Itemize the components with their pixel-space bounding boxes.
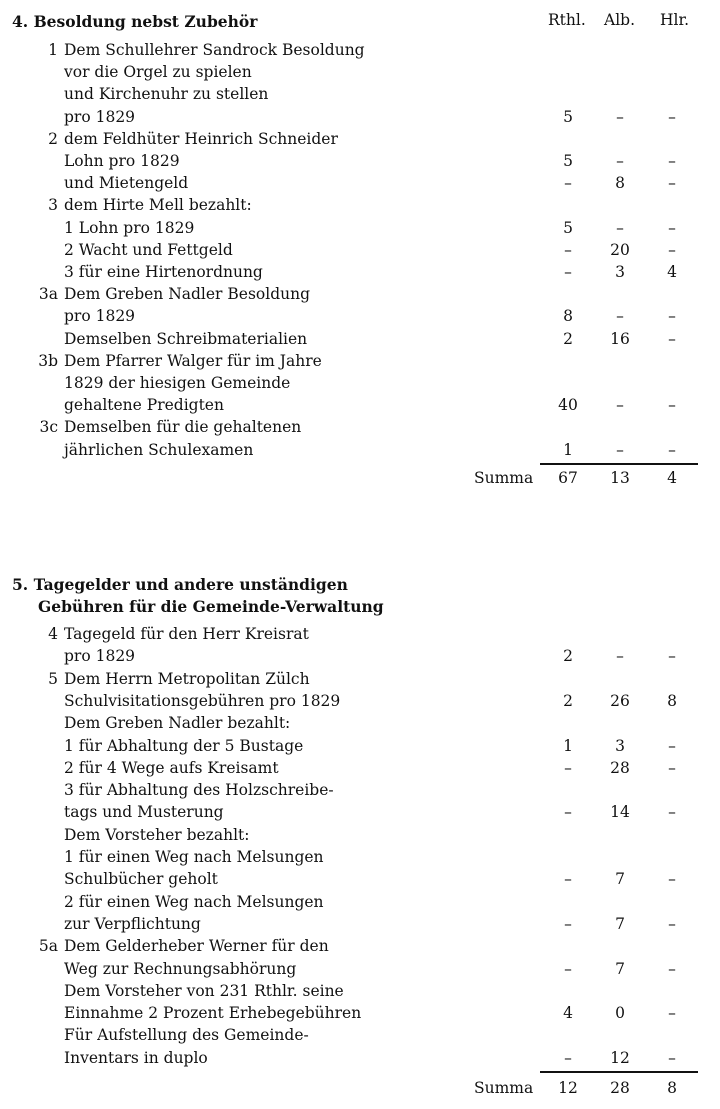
item-text: 3 für Abhaltung des Holzschreibe- xyxy=(64,781,334,800)
value-hlr: – xyxy=(668,803,676,822)
value-rthl: 5 xyxy=(563,218,573,237)
summa-alb: 13 xyxy=(610,468,630,487)
value-rthl: 4 xyxy=(563,1004,573,1023)
value-rthl: – xyxy=(564,803,572,822)
item-text: 2 für 4 Wege aufs Kreisamt xyxy=(64,758,279,777)
value-rthl: 1 xyxy=(563,440,573,459)
item-text: jährlichen Schulexamen xyxy=(64,440,254,459)
value-hlr: – xyxy=(668,870,676,889)
item-text: Dem Greben Nadler Besoldung xyxy=(64,285,311,304)
item-number: 1 xyxy=(48,41,58,59)
summa-alb: 28 xyxy=(610,1079,630,1097)
item-text: Weg zur Rechnungsabhörung xyxy=(64,959,297,978)
item-text: Tagegeld für den Herr Kreisrat xyxy=(64,625,309,643)
value-alb: 28 xyxy=(610,758,630,777)
item-number: 3 xyxy=(48,196,58,215)
value-rthl: – xyxy=(564,914,572,933)
item-text: 1 für Abhaltung der 5 Bustage xyxy=(64,736,304,755)
item-text: 3 für eine Hirtenordnung xyxy=(64,263,263,281)
value-hlr: – xyxy=(668,959,676,978)
item-text: Demselben für die gehaltenen xyxy=(64,418,302,437)
section-5-title-line-1: 5. Tagegelder und andere unständigen xyxy=(12,575,348,594)
sum-rule xyxy=(540,463,698,465)
item-number: 3c xyxy=(39,418,58,437)
item-text: Dem Gelderheber Werner für den xyxy=(64,937,329,956)
value-rthl: 8 xyxy=(563,307,573,326)
item-text: vor die Orgel zu spielen xyxy=(64,63,252,82)
value-alb: – xyxy=(616,440,624,459)
section-4-title: 4. Besoldung nebst Zubehör xyxy=(12,12,258,31)
value-alb: 7 xyxy=(615,870,625,889)
value-rthl: 1 xyxy=(563,736,573,755)
value-alb: – xyxy=(616,647,624,666)
item-text: Schulvisitationsgebühren pro 1829 xyxy=(64,691,341,710)
item-text: pro 1829 xyxy=(64,307,136,326)
value-rthl: – xyxy=(564,1048,572,1067)
item-number: 4 xyxy=(48,625,58,643)
item-text: gehaltene Predigten xyxy=(64,396,224,415)
item-text: 2 für einen Weg nach Melsungen xyxy=(64,892,324,911)
value-alb: 12 xyxy=(610,1048,630,1067)
value-rthl: – xyxy=(564,870,572,889)
item-text: dem Feldhüter Heinrich Schneider xyxy=(64,129,338,148)
value-rthl: – xyxy=(564,263,572,281)
item-text: und Kirchenuhr zu stellen xyxy=(64,85,269,104)
item-text: Dem Greben Nadler bezahlt: xyxy=(64,714,291,733)
value-hlr: – xyxy=(668,440,676,459)
summa-label: Summa xyxy=(474,1079,534,1097)
value-alb: – xyxy=(616,218,624,237)
item-text: Dem Vorsteher bezahlt: xyxy=(64,825,250,844)
value-hlr: – xyxy=(668,307,676,326)
value-hlr: 8 xyxy=(667,691,677,710)
value-alb: 0 xyxy=(615,1004,625,1023)
value-hlr: – xyxy=(668,240,676,259)
value-hlr: – xyxy=(668,329,676,348)
item-text: 2 Wacht und Fettgeld xyxy=(64,240,233,259)
item-text: 1 für einen Weg nach Melsungen xyxy=(64,848,324,866)
summa-hlr: 8 xyxy=(667,1079,677,1097)
column-header-rthl: Rthl. xyxy=(548,11,586,29)
item-text: Lohn pro 1829 xyxy=(64,152,180,170)
value-rthl: 5 xyxy=(563,152,573,170)
value-hlr: – xyxy=(668,218,676,237)
value-alb: – xyxy=(616,396,624,415)
item-text: Inventars in duplo xyxy=(64,1048,208,1067)
value-alb: 3 xyxy=(615,736,625,755)
value-rthl: 2 xyxy=(563,329,573,348)
value-alb: 20 xyxy=(610,240,630,259)
item-number: 2 xyxy=(48,129,58,148)
item-text: und Mietengeld xyxy=(64,174,189,193)
value-alb: 7 xyxy=(615,959,625,978)
value-hlr: – xyxy=(668,647,676,666)
value-hlr: – xyxy=(668,1004,676,1023)
value-rthl: 40 xyxy=(558,396,578,415)
value-hlr: – xyxy=(668,152,676,170)
summa-rthl: 67 xyxy=(558,468,578,487)
sum-rule xyxy=(540,1071,698,1073)
item-number: 5a xyxy=(38,937,58,956)
value-rthl: 2 xyxy=(563,691,573,710)
item-text: pro 1829 xyxy=(64,647,136,666)
value-rthl: 2 xyxy=(563,647,573,666)
value-hlr: – xyxy=(668,758,676,777)
summa-hlr: 4 xyxy=(667,468,677,487)
item-text: tags und Musterung xyxy=(64,803,224,822)
item-text: Dem Schullehrer Sandrock Besoldung xyxy=(64,41,365,59)
item-text: Demselben Schreibmaterialien xyxy=(64,329,308,348)
value-hlr: 4 xyxy=(667,263,677,281)
value-alb: 3 xyxy=(615,263,625,281)
value-alb: 14 xyxy=(610,803,630,822)
item-text: zur Verpflichtung xyxy=(64,914,201,933)
value-hlr: – xyxy=(668,914,676,933)
item-text: pro 1829 xyxy=(64,107,136,126)
item-text: Für Aufstellung des Gemeinde- xyxy=(64,1026,309,1045)
item-text: 1829 der hiesigen Gemeinde xyxy=(64,374,291,392)
item-text: Schulbücher geholt xyxy=(64,870,218,889)
value-hlr: – xyxy=(668,174,676,193)
summa-rthl: 12 xyxy=(558,1079,578,1097)
item-text: Dem Pfarrer Walger für im Jahre xyxy=(64,351,322,370)
value-alb: 8 xyxy=(615,174,625,193)
item-number: 3a xyxy=(38,285,58,304)
summa-label: Summa xyxy=(474,468,534,487)
value-alb: – xyxy=(616,307,624,326)
value-alb: 26 xyxy=(610,691,630,710)
value-rthl: – xyxy=(564,758,572,777)
item-text: 1 Lohn pro 1829 xyxy=(64,218,195,237)
value-rthl: – xyxy=(564,174,572,193)
value-alb: 16 xyxy=(610,329,630,348)
column-header-hlr: Hlr. xyxy=(660,11,690,29)
section-5-title-line-2: Gebühren für die Gemeinde-Verwaltung xyxy=(38,597,384,616)
value-rthl: – xyxy=(564,240,572,259)
value-hlr: – xyxy=(668,107,676,126)
item-number: 3b xyxy=(38,351,58,370)
column-header-alb: Alb. xyxy=(604,11,635,29)
item-text: Dem Vorsteher von 231 Rthlr. seine xyxy=(64,981,344,1000)
value-alb: – xyxy=(616,107,624,126)
value-hlr: – xyxy=(668,396,676,415)
value-hlr: – xyxy=(668,1048,676,1067)
value-rthl: – xyxy=(564,959,572,978)
item-text: Einnahme 2 Prozent Erhebegebühren xyxy=(64,1004,362,1023)
value-alb: 7 xyxy=(615,914,625,933)
value-rthl: 5 xyxy=(563,107,573,126)
item-text: Dem Herrn Metropolitan Zülch xyxy=(64,669,310,688)
item-text: dem Hirte Mell bezahlt: xyxy=(64,196,252,215)
value-alb: – xyxy=(616,152,624,170)
value-hlr: – xyxy=(668,736,676,755)
item-number: 5 xyxy=(48,669,58,688)
